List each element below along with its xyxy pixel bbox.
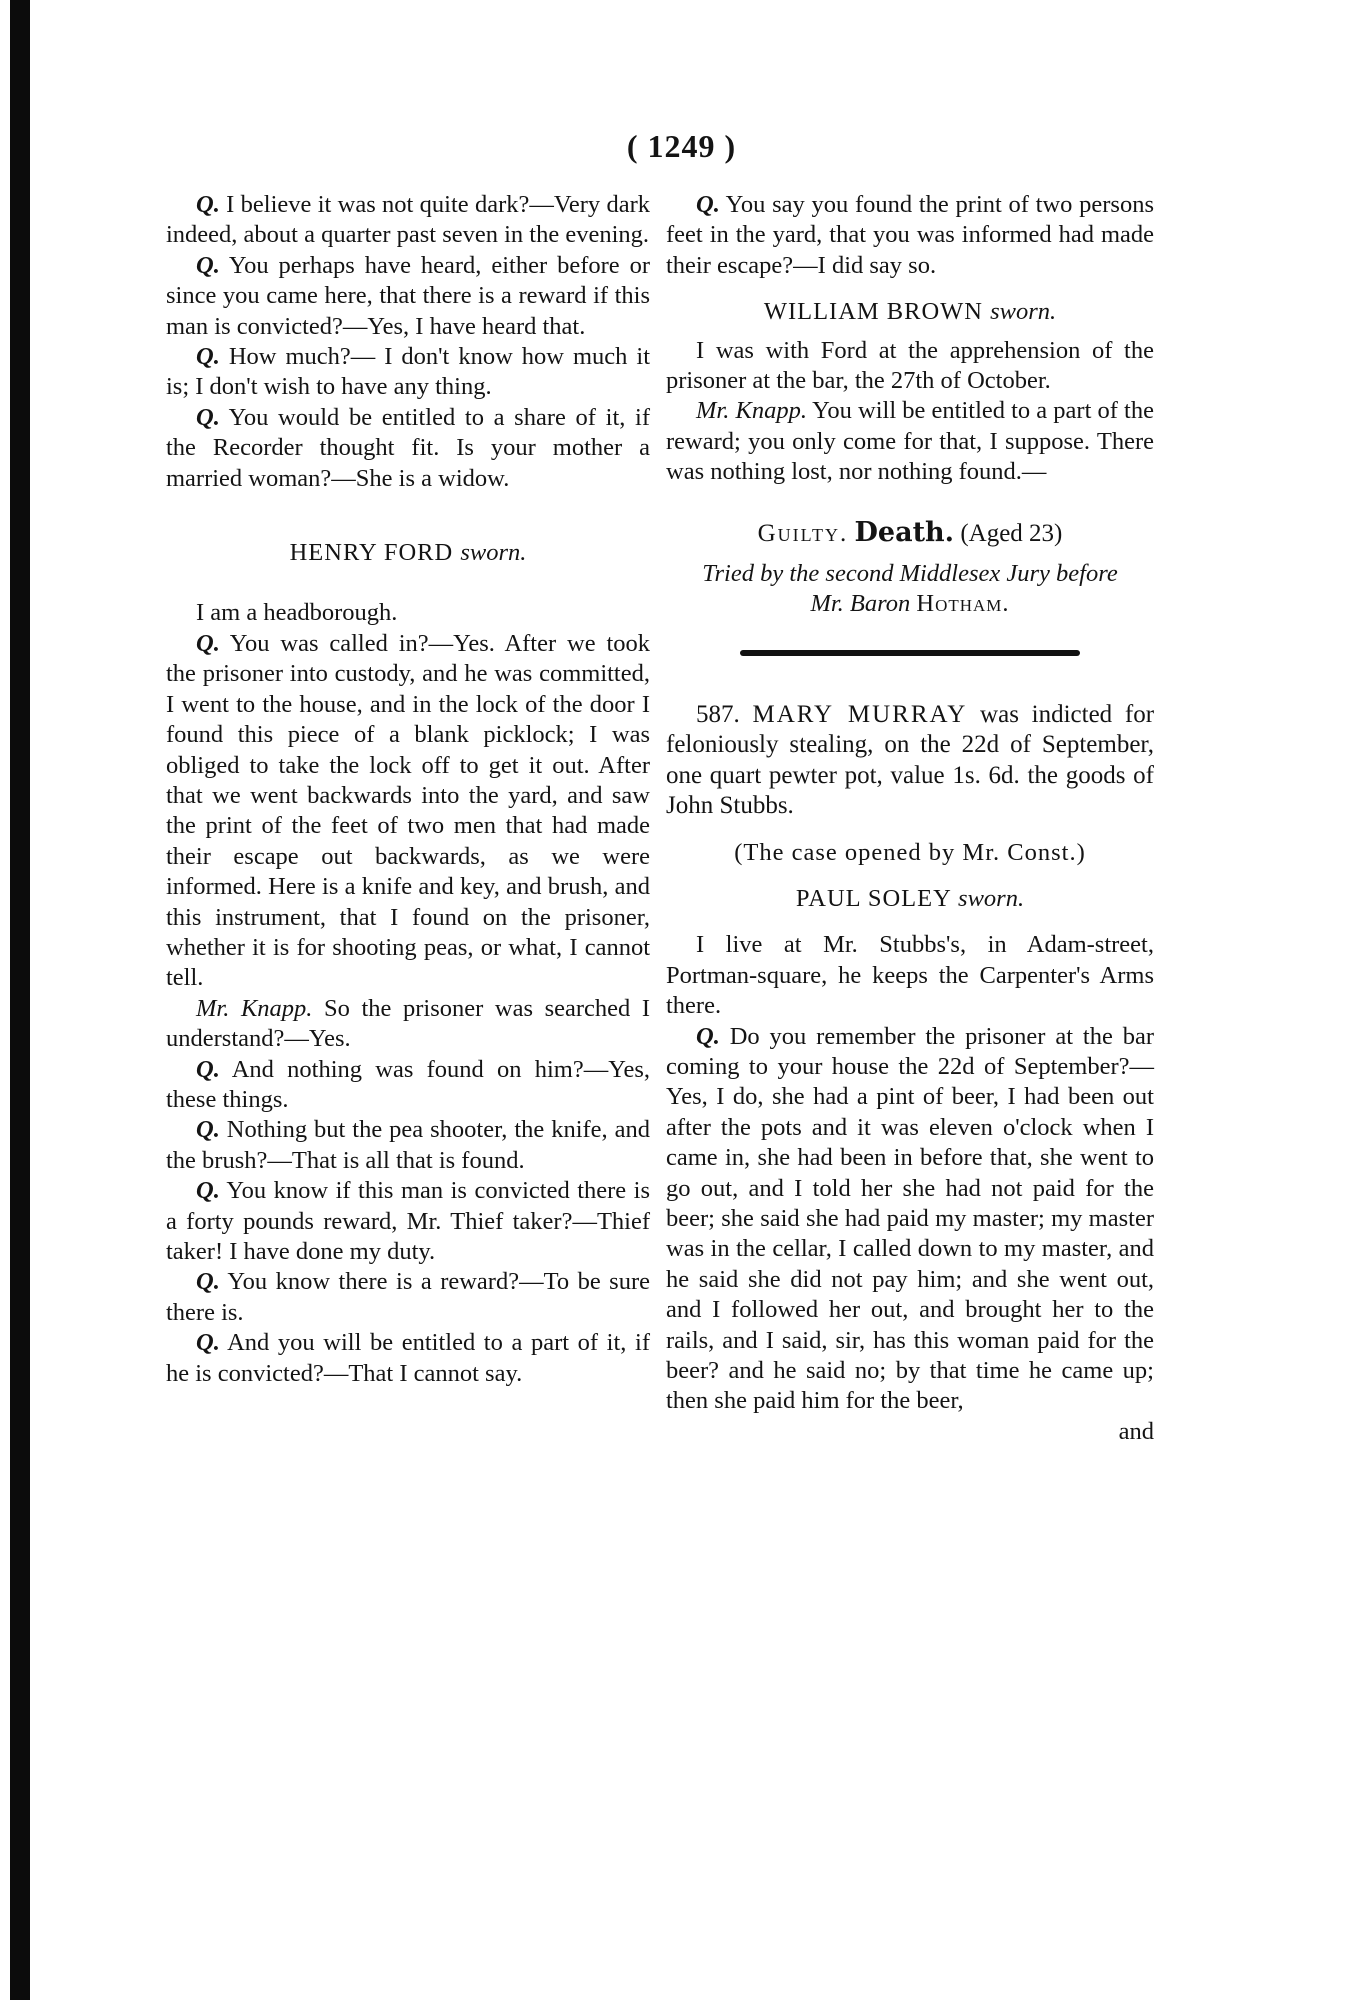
paragraph <box>166 1115 650 1176</box>
witness-name: WILLIAM BROWN <box>763 298 983 326</box>
question-mark: Q. <box>196 251 220 279</box>
sworn-label: sworn. <box>460 539 527 567</box>
paragraph-text: You will be entitled to a part of the reward; you only come for that, I suppose. There was nothing lost, nor nothing found.— <box>666 397 1154 486</box>
judge-name: Hotham. <box>916 590 1010 618</box>
right-column <box>666 190 1154 1447</box>
paragraph <box>166 1055 650 1116</box>
paragraph <box>166 1328 650 1389</box>
defendant-name: MARY MURRAY <box>752 700 968 728</box>
case-paragraph <box>666 700 1154 822</box>
paragraph-text: You know there is a reward?—To be sure there is. <box>166 1268 650 1326</box>
question-mark: Q. <box>196 1177 220 1205</box>
left-column <box>166 190 650 1389</box>
verdict-line <box>666 518 1154 549</box>
paragraph-text: How much?— I don't know how much it is; I don't wish to have any thing. <box>166 343 650 401</box>
paragraph <box>666 1022 1154 1417</box>
paragraph <box>166 994 650 1055</box>
paragraph-text: You perhaps have heard, either before or since you came here, that there is a reward if this man is convicted?—Yes, I have heard that. <box>166 251 650 340</box>
paragraph-text: Nothing but the pea shooter, the knife, and the brush?—That is all that is found. <box>166 1116 650 1174</box>
witness-name: PAUL SOLEY <box>795 884 951 912</box>
paragraph <box>166 342 650 403</box>
paragraph <box>166 1176 650 1267</box>
question-mark: Q. <box>696 191 720 218</box>
sworn-label: sworn. <box>990 298 1057 326</box>
witness-name: HENRY FORD <box>289 539 454 567</box>
page-edge-binding <box>10 0 30 2000</box>
page-number: ( 1249 ) <box>626 128 737 164</box>
paragraph: I was with Ford at the apprehension of the prisoner at the bar, the 27th of October. <box>666 336 1154 395</box>
paragraph-text: I believe it was not quite dark?—Very dark indeed, about a quarter past seven in the evening. <box>166 191 651 249</box>
paragraph <box>666 396 1154 487</box>
paragraph-text: And you will be entitled to a part of it, if he is convicted?—That I cannot say. <box>166 1329 650 1387</box>
paragraph: I am a headborough. <box>196 599 398 627</box>
sworn-label: sworn. <box>958 884 1025 912</box>
question-mark: Q. <box>196 1055 220 1083</box>
paragraph <box>166 251 650 342</box>
paragraph-text: And nothing was found on him?—Yes, these things. <box>166 1055 650 1113</box>
speaker: Mr. Knapp. <box>696 397 807 425</box>
speaker: Mr. Knapp. <box>196 994 313 1022</box>
question-mark: Q. <box>196 403 220 431</box>
question-mark: Q. <box>196 1329 220 1357</box>
question-mark: Q. <box>196 629 220 657</box>
paragraph-text: You say you found the print of two persons feet in the yard, that you was informed had made their escape?—I did say so. <box>666 191 1154 279</box>
case-opened-note: (The case opened by Mr. Const.) <box>734 838 1086 866</box>
paragraph <box>166 629 650 994</box>
question-mark: Q. <box>696 1022 720 1050</box>
paragraph <box>166 190 650 251</box>
judge-title: Mr. Baron <box>810 590 911 618</box>
paragraph <box>666 190 1154 281</box>
paragraph-text: You know if this man is convicted there is a forty pounds reward, Mr. Thief taker?—Thief taker! I have done my duty. <box>166 1177 650 1265</box>
verdict-guilty: Guilty. <box>757 519 849 547</box>
question-mark: Q. <box>196 343 220 371</box>
indictment-text: was indicted for feloniously stealing, on the 22d of September, one quart pewter pot, value 1s. 6d. the goods of John Stubbs. <box>666 700 1155 820</box>
verdict-sentence: Death. <box>854 516 955 548</box>
witness-heading <box>166 538 650 568</box>
paragraph-text: You was called in?—Yes. After we took the prisoner into custody, and he was committed, I went to the house, and in the lock of the door I found this piece of a blank picklock; I was obliged to take the lock off to get it out. After that we went backwards into the yard, and saw the print of the feet of two men that had made their escape out backwards, as we were informed. Here is a knife and key, and brush, and this instrument, that I found on the prisoner, whether it is for shooting peas, or what, I cannot tell. <box>166 629 651 992</box>
paragraph <box>166 403 650 494</box>
question-mark: Q. <box>196 1268 220 1296</box>
witness-heading <box>666 297 1154 327</box>
case-number: 587. <box>696 700 740 728</box>
question-mark: Q. <box>196 191 220 218</box>
verdict-age: (Aged 23) <box>960 519 1063 547</box>
paragraph-text: So the prisoner was searched I understand?—Yes. <box>166 994 651 1053</box>
catchword: and <box>1118 1417 1154 1445</box>
paragraph: I live at Mr. Stubbs's, in Adam-street, Portman-square, he keeps the Carpenter's Arms there. <box>666 931 1154 1020</box>
witness-heading <box>666 884 1154 914</box>
paragraph <box>166 1267 650 1328</box>
question-mark: Q. <box>196 1116 220 1144</box>
tried-by-line: Tried by the second Middlesex Jury before <box>702 560 1118 588</box>
tried-by-judge <box>666 589 1154 619</box>
paragraph-text: Do you remember the prisoner at the bar coming to your house the 22d of September?— Yes, I do, she had a pint of beer, I had been out after the pots and it was eleven o'clock when I came in, she had been in before that, she went to go out, and I told her she had not paid for the beer; she said she had paid my master; my master was in the cellar, I called down to my master, and he said she did not pay him; and she went out, and I followed her out, and brought her to the rails, and I said, sir, has this woman paid for the beer? and he said no; by that time he came up; then she paid him for the beer, <box>666 1022 1155 1415</box>
paragraph-text: You would be entitled to a share of it, if the Recorder thought fit. Is your mother a married woman?—She is a widow. <box>166 403 651 492</box>
